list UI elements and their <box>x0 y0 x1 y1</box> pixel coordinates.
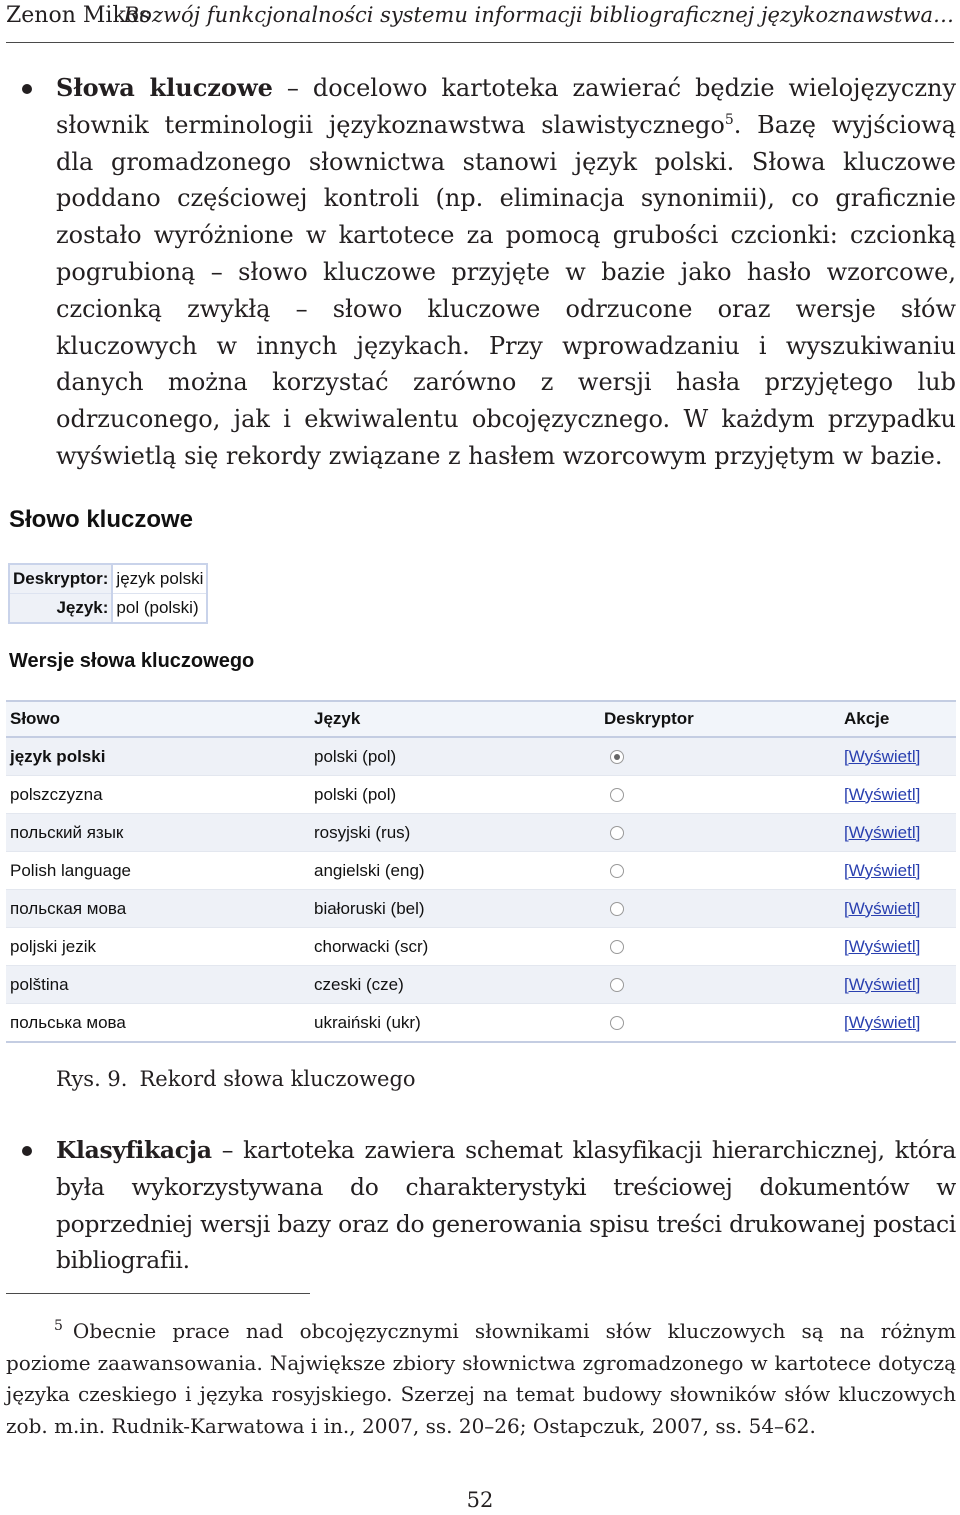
table-row <box>6 852 956 890</box>
paragraph-classification-text: – kartoteka zawiera schemat klasyfikacji hierarchicznej, która była wykorzystywana do charakterystyki treściowej dokumentów w poprzedniej wersji bazy oraz do generowania spisu treści drukowanej postaci bibliografii. <box>56 1136 956 1275</box>
show-link[interactable]: [Wyświetl] <box>844 1012 921 1032</box>
record-title: Słowo kluczowe <box>9 506 194 533</box>
column-header-language[interactable]: Język <box>310 701 600 737</box>
row-language: ukraiński (ukr) <box>310 1004 600 1043</box>
details-row <box>9 564 207 594</box>
row-descriptor <box>600 776 840 814</box>
show-link[interactable]: [Wyświetl] <box>844 746 921 766</box>
row-word: польська мова <box>6 1004 310 1043</box>
paragraph-classification <box>56 1132 956 1279</box>
header-author: Zenon Mikos <box>6 3 151 28</box>
row-descriptor <box>600 852 840 890</box>
table-row <box>6 928 956 966</box>
row-actions <box>840 1004 956 1043</box>
paragraph-keywords-text-a: – docelowo kartoteka zawierać będzie wielojęzyczny słownik terminologii językoznawstwa slawistycznego <box>56 74 957 139</box>
row-word: poljski jezik <box>6 928 310 966</box>
bullet-dot <box>22 1146 32 1156</box>
versions-title: Wersje słowa kluczowego <box>9 650 255 672</box>
table-row <box>6 737 956 776</box>
row-word: polština <box>6 966 310 1004</box>
keyword-record-screenshot <box>6 500 956 1048</box>
table-row <box>6 814 956 852</box>
row-language: polski (pol) <box>310 737 600 776</box>
details-label: Deskryptor: <box>9 564 112 594</box>
show-link[interactable]: [Wyświetl] <box>844 974 921 994</box>
row-word: język polski <box>6 737 310 776</box>
row-language: czeski (cze) <box>310 966 600 1004</box>
row-word: Polish language <box>6 852 310 890</box>
row-actions <box>840 966 956 1004</box>
show-link[interactable]: [Wyświetl] <box>844 936 921 956</box>
row-word: polszczyzna <box>6 776 310 814</box>
show-link[interactable]: [Wyświetl] <box>844 822 921 842</box>
row-descriptor <box>600 966 840 1004</box>
row-actions <box>840 776 956 814</box>
row-actions <box>840 890 956 928</box>
versions-header-row <box>6 701 956 737</box>
header-running-title: Rozwój funkcjonalności systemu informacji bibliograficznej językoznawstwa… <box>123 3 954 27</box>
row-word: польский язык <box>6 814 310 852</box>
row-language: angielski (eng) <box>310 852 600 890</box>
details-value: język polski <box>116 569 204 588</box>
page-number: 52 <box>466 1488 494 1512</box>
descriptor-radio[interactable] <box>610 826 624 840</box>
row-language: polski (pol) <box>310 776 600 814</box>
row-actions <box>840 814 956 852</box>
row-actions <box>840 928 956 966</box>
paragraph-keywords <box>56 70 956 475</box>
footnote-ref[interactable]: 5 <box>724 111 734 128</box>
descriptor-radio[interactable] <box>610 978 624 992</box>
term-keywords: Słowa kluczowe <box>56 73 273 102</box>
details-row <box>9 594 207 624</box>
show-link[interactable]: [Wyświetl] <box>844 784 921 804</box>
details-label: Język: <box>9 594 112 624</box>
descriptor-radio[interactable] <box>610 864 624 878</box>
row-language: białoruski (bel) <box>310 890 600 928</box>
footnote <box>6 1316 956 1442</box>
footnote-text: Obecnie prace nad obcojęzycznymi słownikami słów kluczowych są na różnym poziome zaawansowania. Największe zbiory słownictwa zgromadzonego w kartotece dotyczą języka czeskiego i języka rosyjskiego. Szerzej na temat budowy słowników słów kluczowych zob. m.in. Rudnik-Karwatowa i in., 2007, ss. 20–26; Ostapczuk, 2007, ss. 54–62. <box>6 1319 956 1438</box>
figure-number: Rys. 9. <box>56 1067 128 1091</box>
row-language: chorwacki (scr) <box>310 928 600 966</box>
descriptor-radio[interactable] <box>610 750 624 764</box>
column-header-word[interactable]: Słowo <box>6 701 310 737</box>
column-header-actions: Akcje <box>840 701 956 737</box>
details-table <box>8 563 208 624</box>
versions-table <box>6 700 956 1043</box>
row-word: польская мова <box>6 890 310 928</box>
descriptor-radio[interactable] <box>610 902 624 916</box>
row-descriptor <box>600 890 840 928</box>
descriptor-radio[interactable] <box>610 788 624 802</box>
figure-caption <box>56 1067 416 1091</box>
running-header <box>6 0 954 43</box>
paragraph-keywords-text-b: . Bazę wyjściową dla gromadzonego słownictwa stanowi język polski. Słowa kluczowe poddano częściowej kontroli (np. eliminacja synonimii), co graficznie zostało wyróżnione w kartotece za pomocą grubości czcionki: czcionką pogrubioną – słowo kluczowe przyjęte w bazie jako hasło wzorcowe, czcionką zwykłą – słowo kluczowe odrzucone oraz wersje słów kluczowych w innych językach. Przy wprowadzaniu i wyszukiwaniu danych można korzystać zarówno z wersji hasła przyjętego lub odrzuconego, jak i ekwiwalentu obcojęzycznego. W każdym przypadku wyświetlą się rekordy związane z hasłem wzorcowym przyjętym w bazie. <box>56 110 956 470</box>
table-row <box>6 890 956 928</box>
descriptor-radio[interactable] <box>610 1016 624 1030</box>
footnote-mark: 5 <box>54 1318 63 1335</box>
row-descriptor <box>600 928 840 966</box>
row-descriptor <box>600 737 840 776</box>
details-value: pol (polski) <box>112 594 207 624</box>
descriptor-radio[interactable] <box>610 940 624 954</box>
show-link[interactable]: [Wyświetl] <box>844 898 921 918</box>
bullet-dot <box>22 84 32 94</box>
versions-body <box>6 737 956 1042</box>
row-descriptor <box>600 1004 840 1043</box>
row-actions <box>840 852 956 890</box>
footnote-separator <box>6 1293 310 1294</box>
table-row <box>6 966 956 1004</box>
column-header-descriptor[interactable]: Deskryptor <box>600 701 840 737</box>
row-language: rosyjski (rus) <box>310 814 600 852</box>
figure-caption-text: Rekord słowa kluczowego <box>139 1067 416 1091</box>
row-descriptor <box>600 814 840 852</box>
table-row <box>6 776 956 814</box>
term-classification: Klasyfikacja <box>56 1136 212 1164</box>
table-row <box>6 1004 956 1043</box>
row-actions <box>840 737 956 776</box>
show-link[interactable]: [Wyświetl] <box>844 860 921 880</box>
